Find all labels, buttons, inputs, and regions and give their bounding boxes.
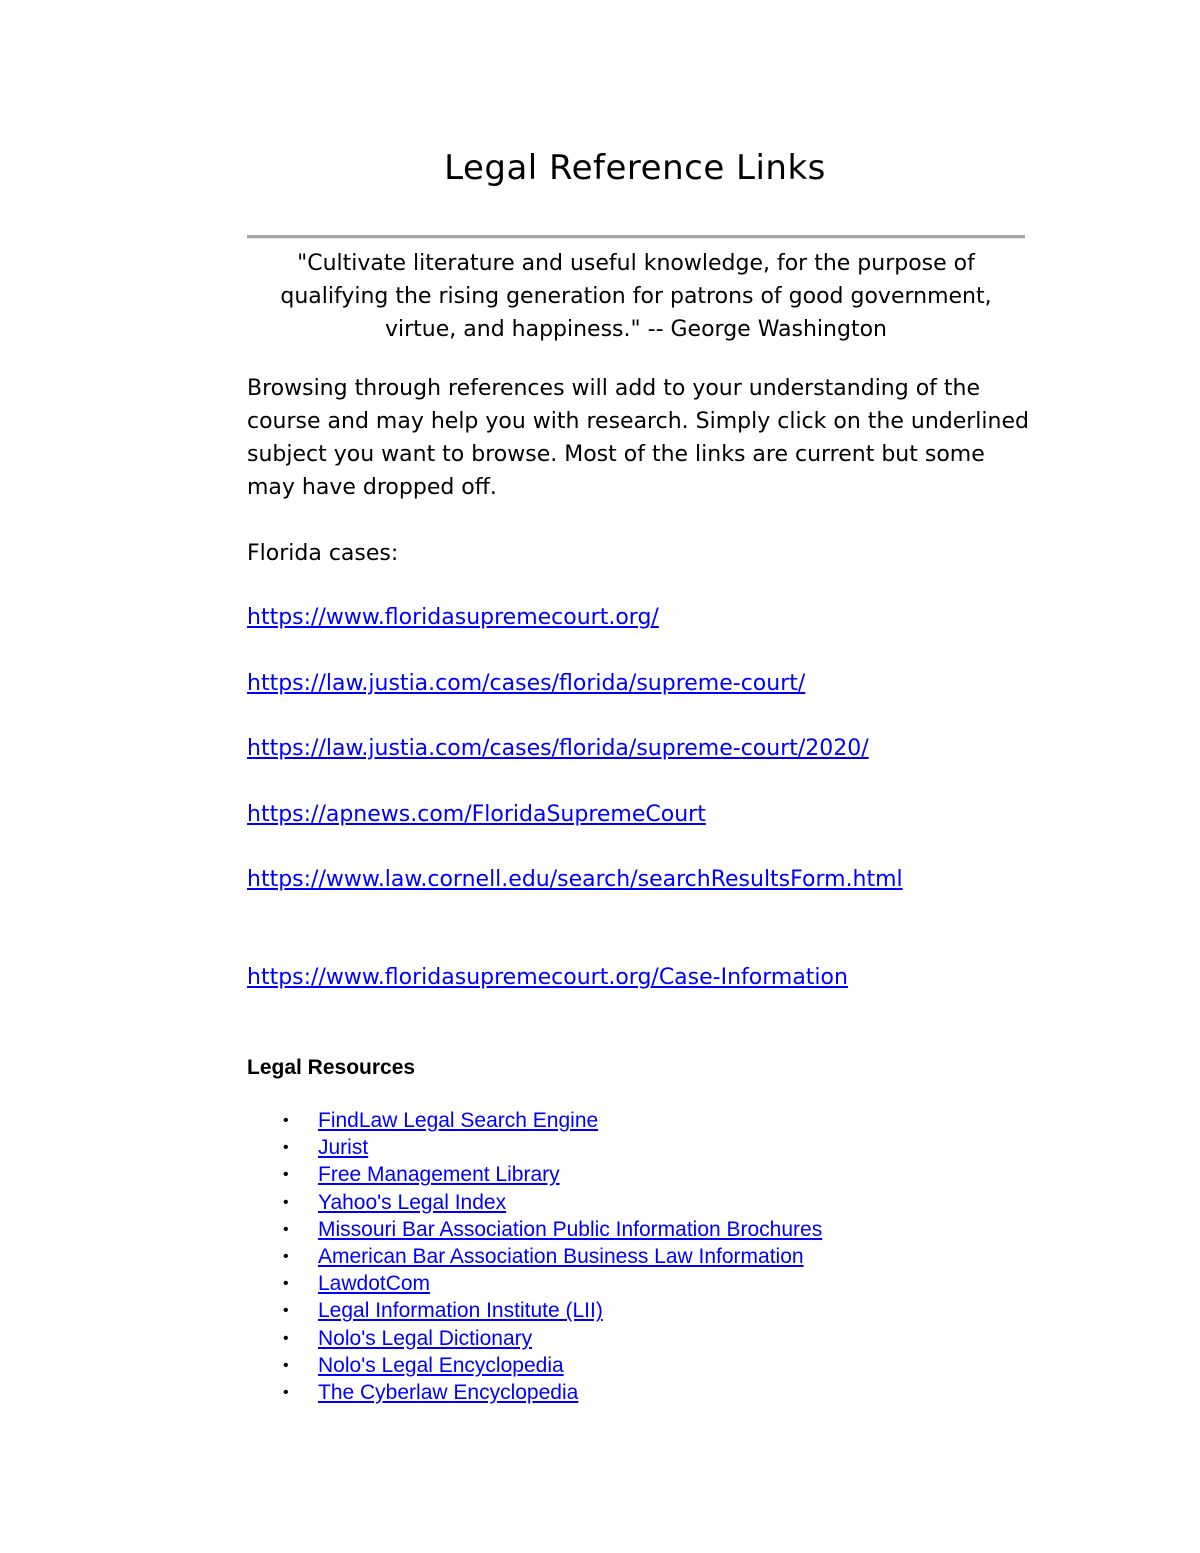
- list-item: [247, 1189, 822, 1216]
- florida-case-link[interactable]: https://law.justia.com/cases/florida/supreme-court/: [247, 671, 806, 696]
- bullet-icon: •: [283, 1247, 289, 1265]
- resource-link-aba-business-law[interactable]: American Bar Association Business Law Information: [318, 1244, 804, 1268]
- resource-link-lii[interactable]: Legal Information Institute (LII): [318, 1299, 603, 1323]
- bullet-icon: •: [283, 1329, 289, 1347]
- bullet-icon: •: [283, 1302, 289, 1320]
- resource-link-yahoo-legal-index[interactable]: Yahoo's Legal Index: [318, 1190, 507, 1214]
- florida-case-link[interactable]: https://apnews.com/FloridaSupremeCourt: [247, 802, 706, 827]
- florida-cases-label: Florida cases:: [247, 541, 399, 566]
- intro-paragraph: Browsing through references will add to your understanding of the course and may help you with research. Simply click on the underlined subject you want to browse. Most of the links are current but some may have dropped off.: [247, 376, 1029, 500]
- florida-case-link[interactable]: https://www.floridasupremecourt.org/: [247, 605, 659, 630]
- list-item: [247, 1379, 822, 1406]
- resource-link-nolo-encyclopedia[interactable]: Nolo's Legal Encyclopedia: [318, 1353, 564, 1377]
- bullet-icon: •: [283, 1193, 289, 1211]
- legal-resources-heading: Legal Resources: [247, 1056, 416, 1079]
- list-item: [247, 1161, 822, 1188]
- florida-case-link[interactable]: https://www.law.cornell.edu/search/searchResultsForm.html: [247, 867, 903, 892]
- bullet-icon: •: [283, 1112, 289, 1129]
- resource-link-missouri-bar[interactable]: Missouri Bar Association Public Information Brochures: [318, 1217, 823, 1241]
- list-item: [247, 1325, 822, 1352]
- list-item: [247, 1352, 822, 1379]
- resource-link-cyberlaw-encyclopedia[interactable]: The Cyberlaw Encyclopedia: [318, 1380, 579, 1404]
- list-item: [247, 1297, 822, 1324]
- bullet-icon: •: [283, 1383, 289, 1401]
- resource-link-lawdotcom[interactable]: LawdotCom: [318, 1272, 431, 1296]
- resource-link-nolo-dictionary[interactable]: Nolo's Legal Dictionary: [318, 1326, 533, 1350]
- list-item: [247, 1270, 822, 1297]
- bullet-icon: •: [283, 1356, 289, 1374]
- florida-case-link[interactable]: https://law.justia.com/cases/florida/supreme-court/2020/: [247, 736, 869, 761]
- page-title: Legal Reference Links: [444, 148, 826, 188]
- washington-quote: "Cultivate literature and useful knowledge, for the purpose of qualifying the rising generation for patrons of good government, virtue, and happiness." -- George Washington: [280, 251, 992, 342]
- florida-case-link[interactable]: https://www.floridasupremecourt.org/Case-Information: [247, 965, 848, 990]
- bullet-icon: •: [283, 1139, 289, 1157]
- list-item: [247, 1107, 822, 1134]
- bullet-icon: •: [283, 1166, 289, 1184]
- list-item: [247, 1243, 822, 1270]
- resource-link-jurist[interactable]: Jurist: [318, 1136, 369, 1160]
- list-item: [247, 1134, 822, 1161]
- resource-link-free-management-library[interactable]: Free Management Library: [318, 1163, 560, 1187]
- legal-resources-list: [247, 1107, 822, 1406]
- bullet-icon: •: [283, 1220, 289, 1238]
- list-item: [247, 1216, 822, 1243]
- bullet-icon: •: [283, 1275, 289, 1293]
- resource-link-findlaw[interactable]: FindLaw Legal Search Engine: [318, 1109, 599, 1132]
- horizontal-divider: [247, 235, 1025, 239]
